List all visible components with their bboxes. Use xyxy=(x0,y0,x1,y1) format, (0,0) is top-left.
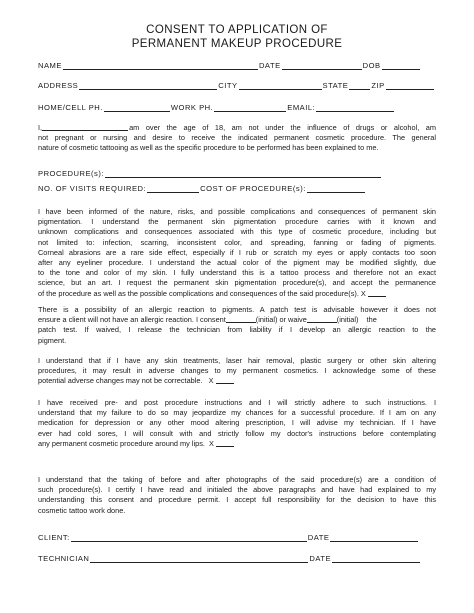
visits-required-field[interactable] xyxy=(147,184,199,193)
risks-line: to the tone and color of my skin. I fully understand this is a tattoo process and therefore not an exact xyxy=(38,268,436,278)
risks-line: pigmentation. I understand the permanent skin pigmentation procedure carries with it known and xyxy=(38,217,436,227)
visits-required-label: NO. OF VISITS REQUIRED: xyxy=(38,184,147,193)
procedures-row xyxy=(38,168,436,180)
risks-line-final: of the procedure as well as the possible complications and consequences of the said procedure(s). X xyxy=(38,288,366,298)
zip-field[interactable] xyxy=(386,81,434,90)
form-title-line-1: CONSENT TO APPLICATION OF xyxy=(146,24,328,36)
cost-of-procedure-field[interactable] xyxy=(307,184,365,193)
risks-paragraph xyxy=(38,207,436,299)
work-phone-label: WORK PH. xyxy=(170,103,214,112)
instructions-line-final: any permanent cosmetic procedure around my lips. X xyxy=(38,438,214,448)
technician-signature-field[interactable] xyxy=(90,554,308,563)
phone-row xyxy=(38,102,436,114)
address-field[interactable] xyxy=(79,81,217,90)
instructions-line: medication for depression or any other mood altering prescription, I will advise my technician. If I have xyxy=(38,418,436,428)
consent-initial-blank[interactable] xyxy=(226,315,256,323)
treatments-line: I understand that if I have any skin treatments, laser hair removal, plastic surgery or other skin altering xyxy=(38,356,436,365)
allergy-initial-text: (initial) the xyxy=(336,315,377,325)
photos-paragraph xyxy=(38,475,436,516)
procedures-label: PROCEDURE(s): xyxy=(38,169,104,178)
dob-field[interactable] xyxy=(382,61,420,70)
risks-line: science, but an art. I request the permanent skin pigmentation procedure(s), and accept the permanence xyxy=(38,278,436,288)
name-field[interactable] xyxy=(63,61,258,70)
risks-line: not limited to: infection, scarring, inconsistent color, and spreading, fanning or fading of pigments. xyxy=(38,237,436,247)
photos-line: such procedure(s). I certify I have read and initialed the above paragraphs and have had explained to my xyxy=(38,485,436,495)
client-name-blank[interactable] xyxy=(42,123,128,131)
treatments-paragraph xyxy=(38,356,436,387)
risks-line: after any eyeliner procedure. I understand the actual color of the pigment may be modified slightly, due xyxy=(38,258,436,268)
technician-date-field[interactable] xyxy=(332,554,420,563)
email-field[interactable] xyxy=(316,103,394,112)
client-date-field[interactable] xyxy=(330,533,418,542)
risks-line: unknown complications and consequences associated with this type of cosmetic procedure, including but xyxy=(38,227,436,237)
treatments-initial-blank[interactable] xyxy=(216,376,234,384)
dob-label: DOB xyxy=(362,61,381,70)
allergy-paragraph xyxy=(38,305,436,346)
photos-line: understanding this consent and procedure permit. I accept full responsibility for the decision to have this xyxy=(38,495,436,505)
city-label: CITY xyxy=(218,81,238,90)
city-field[interactable] xyxy=(239,81,322,90)
home-cell-phone-label: HOME/CELL PH. xyxy=(38,103,103,112)
consent-intro-line-3: nature of cosmetic tattooing as well as the specific procedure to be performed has been explained to me. xyxy=(38,143,379,153)
consent-intro-line-2: not pregnant or nursing and desire to receive the indicated permanent cosmetic procedure. The general xyxy=(38,133,436,143)
consent-intro-paragraph xyxy=(38,123,436,154)
allergy-line: patch test. If waived, I release the technician from liability if I develop an allergic reaction to the xyxy=(38,325,436,335)
allergy-line: pigment. xyxy=(38,335,67,345)
treatments-line-final: potential adverse changes may not be correctable. X xyxy=(38,376,214,386)
technician-signature-label: TECHNICIAN xyxy=(38,554,90,563)
date-label: DATE xyxy=(258,61,281,70)
address-label: ADDRESS xyxy=(38,81,79,90)
technician-date-label: DATE xyxy=(309,554,332,563)
treatments-line: procedures, it may result in adverse changes to my permanent cosmetics. I acknowledge some of these xyxy=(38,366,436,376)
risks-line: Corneal abrasions are a rare side effect, especially if I rub or scratch my eyes or apply contacts too soon xyxy=(38,247,436,257)
date-field[interactable] xyxy=(282,61,362,70)
name-row xyxy=(38,60,436,72)
instructions-line: understand that my failure to do so may jeopardize my chances for a successful procedure. If I am on any xyxy=(38,408,436,418)
instructions-line: ever had cold sores, I will consult with and strictly follow my doctor's instructions before contemplating xyxy=(38,428,436,438)
allergy-consent-text: ensure a client will not have an allergic reaction. I consent xyxy=(38,315,226,325)
home-cell-phone-field[interactable] xyxy=(104,103,170,112)
risks-initial-blank[interactable] xyxy=(368,289,386,297)
technician-signature-row xyxy=(38,553,436,565)
work-phone-field[interactable] xyxy=(214,103,286,112)
client-signature-row xyxy=(38,532,436,544)
zip-label: ZIP xyxy=(371,81,385,90)
state-label: STATE xyxy=(322,81,349,90)
allergy-line: There is a possibility of an allergic reaction to pigments. A patch test is advisable however it does not xyxy=(38,305,436,314)
instructions-paragraph xyxy=(38,398,436,449)
state-field[interactable] xyxy=(349,81,370,90)
client-signature-label: CLIENT: xyxy=(38,533,70,542)
visits-cost-row xyxy=(38,183,436,195)
allergy-waive-text: (initial) or waive xyxy=(255,315,307,325)
client-signature-field[interactable] xyxy=(71,533,307,542)
consent-intro-line-1: am over the age of 18, am not under the influence of drugs or alcohol, am xyxy=(129,123,436,132)
form-title-line-2: PERMANENT MAKEUP PROCEDURE xyxy=(131,38,343,50)
procedures-field[interactable] xyxy=(105,169,381,178)
photos-line: I understand that the taking of before and after photographs of the said procedure(s) are a condition of xyxy=(38,475,436,484)
risks-line: I have been informed of the nature, risks, and possible complications and consequences of permanent skin xyxy=(38,207,436,216)
photos-line: cosmetic tattoo work done. xyxy=(38,505,126,515)
client-date-label: DATE xyxy=(307,533,330,542)
instructions-initial-blank[interactable] xyxy=(216,439,234,447)
name-label: NAME xyxy=(38,61,62,70)
consent-intro-prefix: I, xyxy=(38,123,43,132)
cost-of-procedure-label: COST OF PROCEDURE(s): xyxy=(200,184,306,193)
waive-initial-blank[interactable] xyxy=(307,315,337,323)
address-row xyxy=(38,80,436,92)
instructions-line: I have received pre- and post procedure instructions and I will strictly adhere to such instructions. I xyxy=(38,398,436,407)
email-label: EMAIL: xyxy=(287,103,316,112)
